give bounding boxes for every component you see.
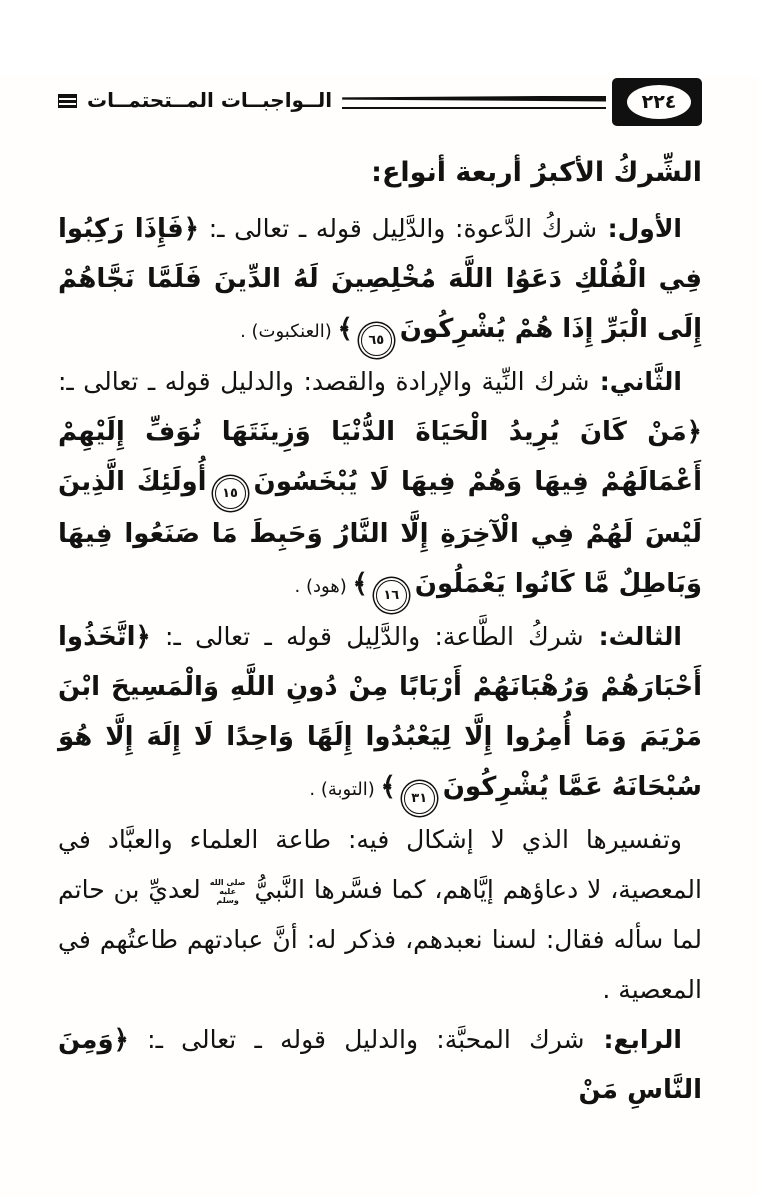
prophet-salutation-icon: صلى الله عليه وسلم (209, 877, 246, 905)
page-number: ٢٢٤ (627, 85, 691, 119)
paragraph-lead: الرابع: (584, 1025, 682, 1054)
header-rule-thin (342, 107, 606, 109)
paragraph (58, 815, 702, 1015)
body-text: لعديِّ بن حاتم لما سأله فقال: لسنا نعبدهم، فذكر له: أنَّ عبادتهم طاعتُهم في المعصية . (58, 875, 702, 1004)
body-text: شرك النِّية والإرادة والقصد: والدليل قوله ـ تعالى ـ: (58, 367, 590, 396)
book-page (0, 76, 758, 1196)
quran-verse: ﴾ (352, 569, 368, 599)
quran-verse: ﴿مَنْ كَانَ يُرِيدُ الْحَيَاةَ الدُّنْيَا وَزِينَتَهَا نُوَفِّ إِلَيْهِمْ أَعْمَالَهُمْ فِيهَا وَهُمْ فِيهَا لَا يُبْخَسُونَ (58, 417, 702, 497)
body-text: وتفسيرها الذي لا إشكال فيه: طاعة العلماء والعبَّاد في المعصية، لا دعاؤهم إيَّاهم، كما فسَّرها النَّبيُّ (58, 825, 702, 904)
page-header (58, 76, 702, 128)
ayah-number-medallion: ٣١ (404, 783, 435, 814)
surah-reference: (التوبة) . (309, 779, 381, 800)
body-text: شركُ الطَّاعة: والدَّلِيل قوله ـ تعالى ـ: (150, 622, 584, 651)
header-end-ornament-icon (58, 94, 77, 108)
surah-reference: (العنكبوت) . (240, 321, 338, 342)
ayah-number-medallion: ١٦ (376, 580, 407, 611)
quran-verse: أُولَئِكَ الَّذِينَ لَيْسَ لَهُمْ فِي الْآخِرَةِ إِلَّا النَّارُ وَحَبِطَ مَا صَنَعُوا فِيهَا وَبَاطِلٌ مَّا كَانُوا يَعْمَلُونَ (58, 467, 702, 599)
header-rule (342, 96, 606, 109)
ayah-number-medallion: ٦٥ (361, 325, 392, 356)
quran-verse: ﴾ (337, 314, 353, 344)
ayah-number-medallion: ١٥ (215, 478, 246, 509)
page-number-badge (616, 78, 702, 126)
quran-verse: ﴾ (380, 772, 396, 802)
paragraph-lead: الثَّاني: (589, 367, 682, 396)
surah-reference: (هود) . (294, 576, 353, 597)
section-heading: الشِّركُ الأكبرُ أربعة أنواع: (371, 157, 702, 188)
paragraph-lead: الثالث: (583, 622, 682, 651)
header-rule-thick (342, 96, 606, 102)
paragraph (58, 357, 702, 612)
quran-verse: ﴿وَمِنَ النَّاسِ مَنْ (58, 1025, 702, 1105)
body-text: شرك المحبَّة: والدليل قوله ـ تعالى ـ: (128, 1025, 585, 1054)
paragraph (58, 1015, 702, 1115)
paragraphs (58, 204, 702, 1115)
running-title: الــواجبــات المــتحتمــات (87, 88, 333, 112)
paragraph (58, 204, 702, 357)
body-text: شركُ الدَّعوة: والدَّلِيل قوله ـ تعالى ـ: (199, 214, 598, 243)
paragraph (58, 612, 702, 815)
quran-verse: ﴿اتَّخَذُوا أَحْبَارَهُمْ وَرُهْبَانَهُمْ أَرْبَابًا مِنْ دُونِ اللَّهِ وَالْمَسِيحَ ابْنَ مَرْيَمَ وَمَا أُمِرُوا إِلَّا لِيَعْبُدُوا إِلَهًا وَاحِدًا لَا إِلَهَ إِلَّا هُوَ سُبْحَانَهُ عَمَّا يُشْرِكُونَ (58, 622, 702, 802)
quran-verse: ﴿فَإِذَا رَكِبُوا فِي الْفُلْكِ دَعَوُا اللَّهَ مُخْلِصِينَ لَهُ الدِّينَ فَلَمَّا نَجَّاهُمْ إِلَى الْبَرِّ إِذَا هُمْ يُشْرِكُونَ (58, 214, 702, 344)
page-content (58, 150, 702, 1115)
paragraph-lead: الأول: (597, 214, 683, 243)
